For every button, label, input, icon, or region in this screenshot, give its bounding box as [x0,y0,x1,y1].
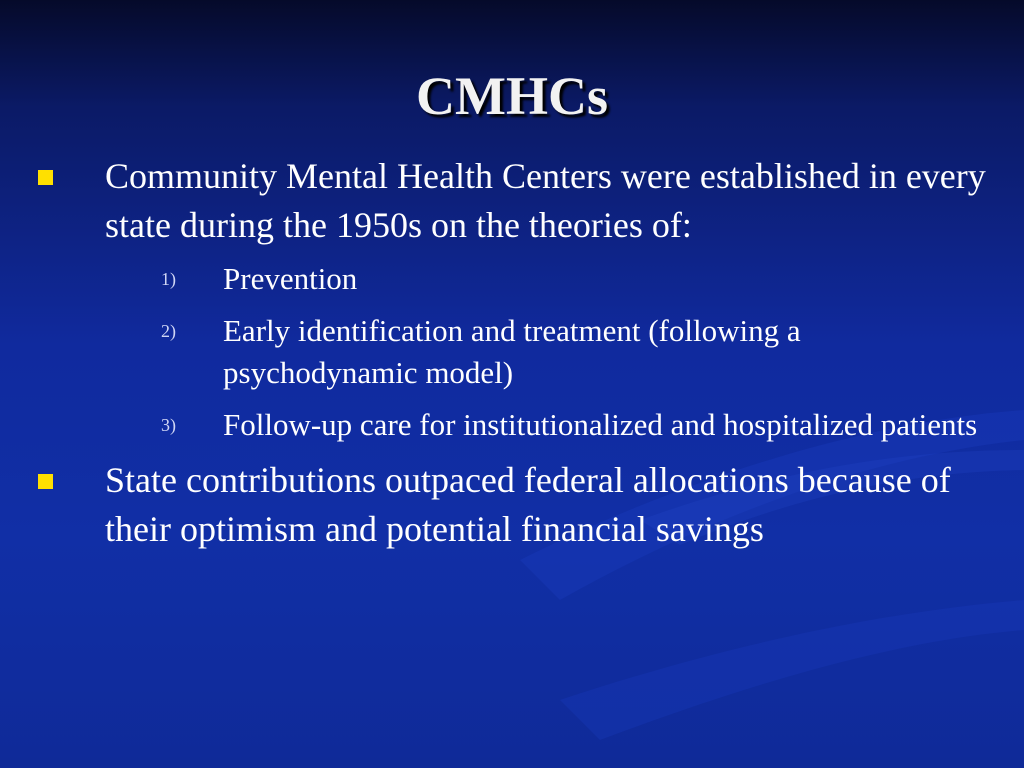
square-bullet-icon [38,170,53,185]
sublist-item [105,404,990,446]
sublist-text: Prevention [223,261,358,296]
bullet-item [30,152,990,446]
slide-title: CMHCs [416,66,608,126]
sublist-number: 1) [161,269,176,289]
slide-content [30,152,990,554]
sublist-text: Follow-up care for institutionalized and hospitalized patients [223,407,978,442]
sublist-item [105,310,990,394]
square-bullet-icon [38,474,53,489]
bullet-text: Community Mental Health Centers were established in every state during the 1950s on the theories of: [105,156,986,245]
sublist-number: 3) [161,415,176,435]
sublist-text: Early identification and treatment (following a psychodynamic model) [223,313,801,390]
bullet-text: State contributions outpaced federal allocations because of their optimism and potential financial savings [105,460,951,549]
bullet-item [30,456,990,554]
numbered-sublist [105,258,990,446]
sublist-item [105,258,990,300]
sublist-number: 2) [161,321,176,341]
